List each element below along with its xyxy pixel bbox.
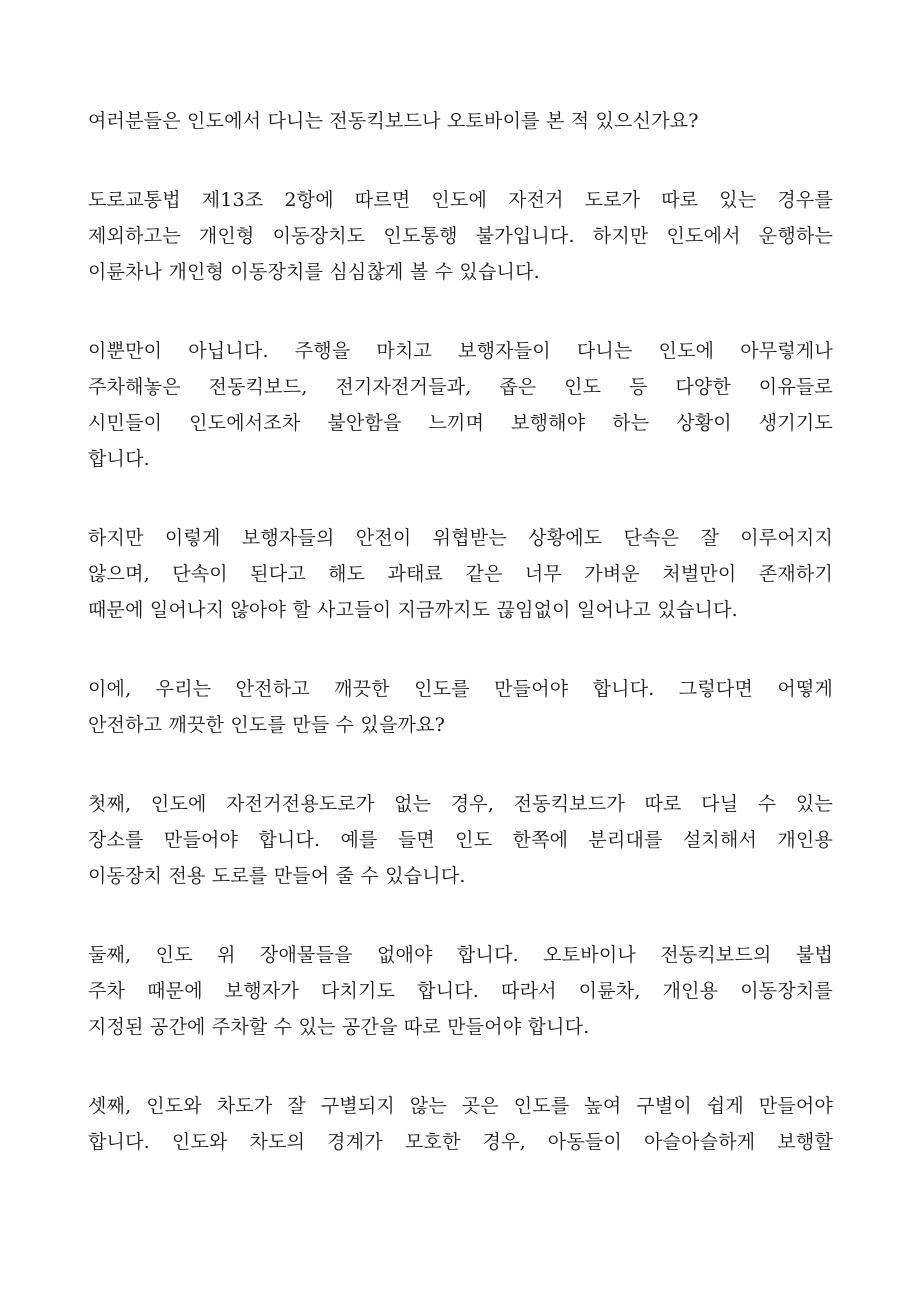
paragraph-traffic-law: [88, 182, 833, 290]
text-line: 때문에 일어나지 않아야 할 사고들이 지금까지도 끊임없이 일어나고 있습니다.: [88, 599, 738, 621]
text-line: 주차 때문에 보행자가 다치기도 합니다. 따라서 이륜차, 개인용 이동장치를: [88, 980, 833, 1002]
text-line: 이동장치 전용 도로를 만들어 줄 수 있습니다.: [88, 865, 466, 887]
text-line: 이뿐만이 아닙니다. 주행을 마치고 보행자들이 다니는 인도에 아무렇게나: [88, 340, 833, 362]
text-line: 첫째, 인도에 자전거전용도로가 없는 경우, 전동킥보드가 따로 다닐 수 있는: [88, 793, 833, 815]
paragraph-enforcement: [88, 520, 833, 628]
paragraph-second-point: [88, 937, 833, 1045]
text-line: 둘째, 인도 위 장애물들을 없애야 합니다. 오토바이나 전동킥보드의 불법: [88, 944, 833, 966]
text-line: 장소를 만들어야 합니다. 예를 들면 인도 한쪽에 분리대를 설치해서 개인용: [88, 829, 833, 851]
text-line: 합니다.: [88, 448, 150, 470]
text-line: 여러분들은 인도에서 다니는 전동킥보드나 오토바이를 본 적 있으신가요?: [88, 110, 699, 132]
text-line: 주차해놓은 전동킥보드, 전기자전거들과, 좁은 인도 등 다양한 이유들로: [88, 376, 833, 398]
text-line: 이에, 우리는 안전하고 깨끗한 인도를 만들어야 합니다. 그렇다면 어떻게: [88, 678, 833, 700]
text-line: 도로교통법 제13조 2항에 따르면 인도에 자전거 도로가 따로 있는 경우를: [88, 189, 833, 211]
text-line: 제외하고는 개인형 이동장치도 인도통행 불가입니다. 하지만 인도에서 운행하는: [88, 225, 833, 247]
paragraph-third-point: [88, 1088, 833, 1160]
text-line: 셋째, 인도와 차도가 잘 구별되지 않는 곳은 인도를 높여 구별이 쉽게 만들어야: [88, 1095, 833, 1117]
document-body: [88, 103, 833, 1203]
text-line: 지정된 공간에 주차할 수 있는 공간을 따로 만들어야 합니다.: [88, 1016, 590, 1038]
text-line: 시민들이 인도에서조차 불안함을 느끼며 보행해야 하는 상황이 생기기도: [88, 412, 833, 434]
text-line: 안전하고 깨끗한 인도를 만들 수 있을까요?: [88, 714, 446, 736]
text-line: 합니다. 인도와 차도의 경계가 모호한 경우, 아동들이 아슬아슬하게 보행할: [88, 1131, 833, 1153]
paragraph-question: [88, 103, 833, 139]
paragraph-parking-problem: [88, 333, 833, 477]
paragraph-first-point: [88, 786, 833, 894]
text-line: 하지만 이렇게 보행자들의 안전이 위협받는 상황에도 단속은 잘 이루어지지: [88, 527, 833, 549]
text-line: 이륜차나 개인형 이동장치를 심심찮게 볼 수 있습니다.: [88, 261, 540, 283]
paragraph-thesis: [88, 671, 833, 743]
text-line: 않으며, 단속이 된다고 해도 과태료 같은 너무 가벼운 처벌만이 존재하기: [88, 563, 833, 585]
